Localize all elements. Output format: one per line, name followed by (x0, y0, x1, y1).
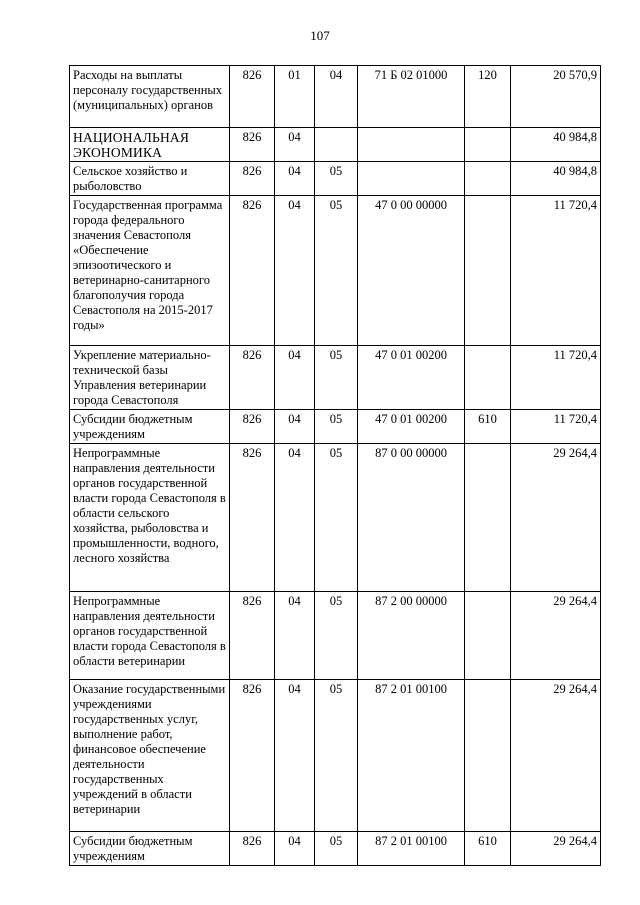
table-row (70, 196, 601, 346)
section-code-cell: 04 (275, 444, 315, 592)
section-code-cell: 01 (275, 66, 315, 128)
table-row (70, 444, 601, 592)
target-article-cell: 47 0 01 00200 (358, 346, 465, 410)
row-name-cell: НАЦИОНАЛЬНАЯ ЭКОНОМИКА (70, 128, 230, 162)
row-name-cell: Субсидии бюджетным учреждениям (70, 410, 230, 444)
subsection-code-cell: 05 (315, 196, 358, 346)
ved-code-cell: 826 (230, 346, 275, 410)
target-article-cell (358, 162, 465, 196)
subsection-code-cell: 05 (315, 592, 358, 680)
section-code-cell: 04 (275, 592, 315, 680)
table-row (70, 680, 601, 832)
ved-code-cell: 826 (230, 196, 275, 346)
expense-type-cell: 610 (465, 410, 511, 444)
amount-cell: 29 264,4 (511, 680, 601, 832)
subsection-code-cell: 05 (315, 162, 358, 196)
amount-cell: 40 984,8 (511, 128, 601, 162)
expense-type-cell (465, 196, 511, 346)
ved-code-cell: 826 (230, 444, 275, 592)
expense-type-cell (465, 680, 511, 832)
row-name-cell: Непрограммные направления деятельности органов государственной власти города Севастополя в области ветеринарии (70, 592, 230, 680)
table-row (70, 128, 601, 162)
amount-cell: 11 720,4 (511, 346, 601, 410)
expense-type-cell (465, 162, 511, 196)
subsection-code-cell: 05 (315, 680, 358, 832)
expense-type-cell (465, 346, 511, 410)
target-article-cell: 47 0 00 00000 (358, 196, 465, 346)
target-article-cell: 87 2 01 00100 (358, 832, 465, 866)
row-name-cell: Государственная программа города федерального значения Севастополя «Обеспечение эпизоотического и ветеринарно-санитарного благополучия города Севастополя на 2015-2017 годы» (70, 196, 230, 346)
subsection-code-cell (315, 128, 358, 162)
amount-cell: 29 264,4 (511, 832, 601, 866)
section-code-cell: 04 (275, 162, 315, 196)
section-code-cell: 04 (275, 832, 315, 866)
ved-code-cell: 826 (230, 592, 275, 680)
target-article-cell: 87 2 00 00000 (358, 592, 465, 680)
table-row (70, 832, 601, 866)
amount-cell: 11 720,4 (511, 196, 601, 346)
expense-type-cell: 120 (465, 66, 511, 128)
amount-cell: 29 264,4 (511, 444, 601, 592)
ved-code-cell: 826 (230, 66, 275, 128)
row-name-cell: Расходы на выплаты персоналу государственных (муниципальных) органов (70, 66, 230, 128)
table-row (70, 162, 601, 196)
amount-cell: 29 264,4 (511, 592, 601, 680)
table-row (70, 592, 601, 680)
ved-code-cell: 826 (230, 162, 275, 196)
page-number: 107 (310, 28, 330, 43)
section-code-cell: 04 (275, 196, 315, 346)
expense-type-cell (465, 592, 511, 680)
ved-code-cell: 826 (230, 128, 275, 162)
target-article-cell: 87 0 00 00000 (358, 444, 465, 592)
amount-cell: 20 570,9 (511, 66, 601, 128)
budget-table (69, 65, 601, 866)
subsection-code-cell: 04 (315, 66, 358, 128)
subsection-code-cell: 05 (315, 346, 358, 410)
row-name-cell: Непрограммные направления деятельности органов государственной власти города Севастополя в области сельского хозяйства, рыболовства и промышленности, водного, лесного хозяйства (70, 444, 230, 592)
target-article-cell: 47 0 01 00200 (358, 410, 465, 444)
section-code-cell: 04 (275, 128, 315, 162)
target-article-cell: 87 2 01 00100 (358, 680, 465, 832)
table-row (70, 66, 601, 128)
section-code-cell: 04 (275, 410, 315, 444)
table-row (70, 410, 601, 444)
ved-code-cell: 826 (230, 410, 275, 444)
row-name-cell: Субсидии бюджетным учреждениям (70, 832, 230, 866)
expense-type-cell: 610 (465, 832, 511, 866)
ved-code-cell: 826 (230, 832, 275, 866)
section-code-cell: 04 (275, 680, 315, 832)
ved-code-cell: 826 (230, 680, 275, 832)
row-name-cell: Оказание государственными учреждениями государственных услуг, выполнение работ, финансовое обеспечение деятельности государственных учреждений в области ветеринарии (70, 680, 230, 832)
subsection-code-cell: 05 (315, 410, 358, 444)
row-name-cell: Сельское хозяйство и рыболовство (70, 162, 230, 196)
target-article-cell (358, 128, 465, 162)
section-code-cell: 04 (275, 346, 315, 410)
amount-cell: 11 720,4 (511, 410, 601, 444)
expense-type-cell (465, 444, 511, 592)
table-row (70, 346, 601, 410)
expense-type-cell (465, 128, 511, 162)
subsection-code-cell: 05 (315, 444, 358, 592)
amount-cell: 40 984,8 (511, 162, 601, 196)
target-article-cell: 71 Б 02 01000 (358, 66, 465, 128)
subsection-code-cell: 05 (315, 832, 358, 866)
row-name-cell: Укрепление материально-технической базы Управления ветеринарии города Севастополя (70, 346, 230, 410)
